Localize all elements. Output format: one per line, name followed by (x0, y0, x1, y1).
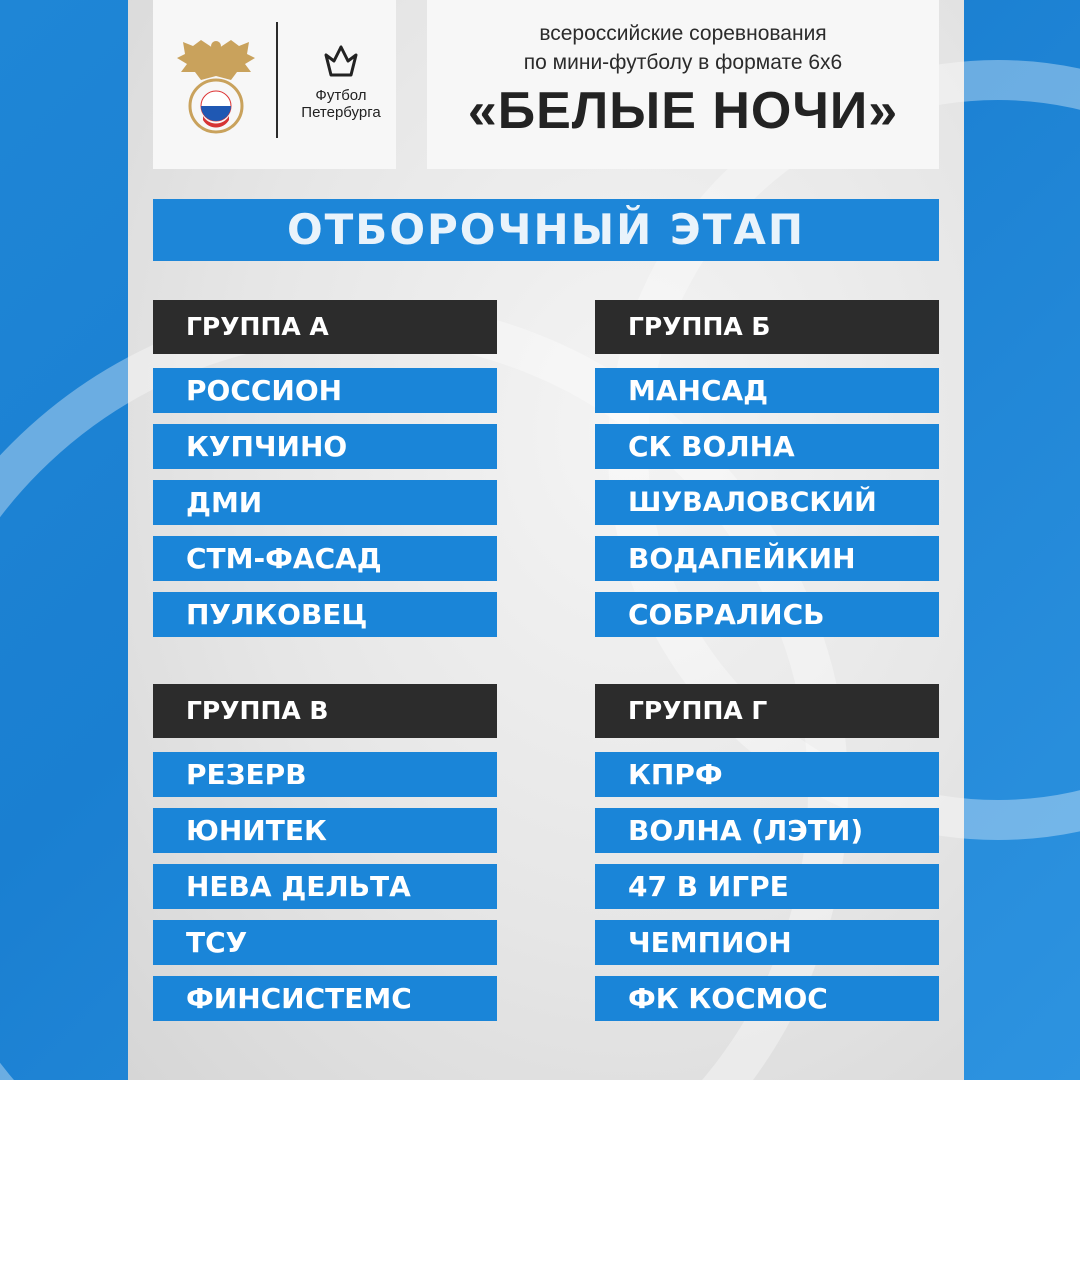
team-item: ФИНСИСТЕМС (153, 976, 497, 1021)
rfs-emblem-icon (171, 32, 261, 144)
rfs-logo (171, 32, 261, 144)
team-item: ПУЛКОВЕЦ (153, 592, 497, 637)
group-a (153, 300, 497, 648)
group-g (595, 684, 939, 1032)
group-header: ГРУППА Б (595, 300, 939, 354)
title-card (427, 0, 939, 169)
team-item: РОССИОН (153, 368, 497, 413)
team-item: ШУВАЛОВСКИЙ (595, 480, 939, 525)
team-item: СК ВОЛНА (595, 424, 939, 469)
team-item: СОБРАЛИСЬ (595, 592, 939, 637)
logo-divider (276, 22, 278, 138)
football-petersburg-logo (291, 45, 391, 135)
competition-subtitle: всероссийские соревнования по мини-футболу в формате 6х6 (523, 22, 843, 74)
team-item: ДМИ (153, 480, 497, 525)
logo-card (153, 0, 396, 169)
team-item: КПРФ (595, 752, 939, 797)
team-item: ВОЛНА (ЛЭТИ) (595, 808, 939, 853)
team-item: РЕЗЕРВ (153, 752, 497, 797)
team-item: ТСУ (153, 920, 497, 965)
team-item: МАНСАД (595, 368, 939, 413)
partner-logo-line2: Петербурга (301, 104, 381, 121)
group-header: ГРУППА Г (595, 684, 939, 738)
group-v (153, 684, 497, 1032)
team-item: ЮНИТЕК (153, 808, 497, 853)
partner-logo-line1: Футбол (315, 87, 367, 104)
event-title: «БЕЛЫЕ НОЧИ» (467, 82, 899, 140)
group-header: ГРУППА А (153, 300, 497, 354)
group-header: ГРУППА В (153, 684, 497, 738)
team-item: НЕВА ДЕЛЬТА (153, 864, 497, 909)
crown-icon (321, 45, 361, 81)
group-b (595, 300, 939, 648)
team-item: ЧЕМПИОН (595, 920, 939, 965)
stage-banner: ОТБОРОЧНЫЙ ЭТАП (153, 199, 939, 261)
team-item: КУПЧИНО (153, 424, 497, 469)
team-item: ВОДАПЕЙКИН (595, 536, 939, 581)
team-item: СТМ-ФАСАД (153, 536, 497, 581)
team-item: ФК КОСМОС (595, 976, 939, 1021)
team-item: 47 В ИГРЕ (595, 864, 939, 909)
